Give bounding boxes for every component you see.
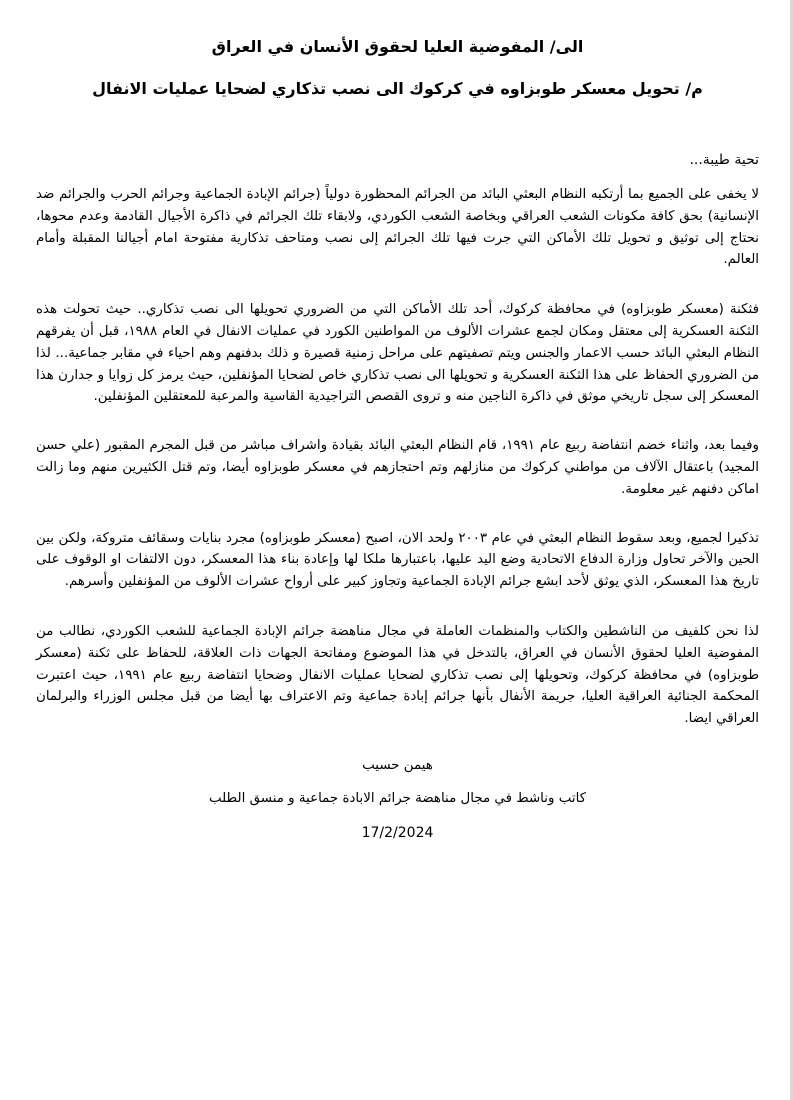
signature-name: هيمن حسيب xyxy=(362,757,433,773)
letter-greeting: تحية طيبة... xyxy=(689,152,759,168)
letter-addressee: الى/ المفوضية العليا لحقوق الأنسان في العراق xyxy=(211,37,584,56)
paragraph-request: لذا نحن كلفيف من الناشطين والكتاب والمنظمات العاملة في مجال مناهضة جرائم الإبادة الجماعية للشعب الكوردي، نطالب من المفوضية العليا لحقوق الأنسان في العراق، بالتدخل في هذا الموضوع ومفاتحة الجهات ذات العلاقة، للحفاظ على ثكنة (معسكر طوبزاوه) في محافظة كركوك، وتحويلها إلى نصب تذكاري لضحايا عمليات الانفال وضحايا انتفاضة ربيع عام ١٩٩١، حيث اعتبرت المحكمة الجنائية العراقية العليا، جريمة الأنفال بأنها جرائم إبادة جماعية وتم الاعتراف بها أيضا من قبل مجلس الوزراء والبرلمان العراقي ايضا. xyxy=(36,623,760,727)
signature-date: 17/2/2024 xyxy=(361,825,434,842)
paragraph-1991-uprising: وفيما بعد، واثناء خضم انتفاضة ربيع عام ١٩٩١، قام النظام البعثي البائد بقيادة واشراف مباشر من قبل المجرم المقبور (علي حسن المجيد) باعتقال الآلاف من مواطني كركوك من منازلهم وتم احتجازهم في معسكر طوبزاوه أيضا، وتم قتل الكثيرين منهم وما زالت اماكن دفنهم غير معلومة. xyxy=(36,438,759,497)
letter-subject: م/ تحويل معسكر طوبزاوه في كركوك الى نصب تذكاري لضحايا عمليات الانفال xyxy=(92,79,703,98)
letter-body xyxy=(36,34,759,857)
signature-title: كاتب وناشط في مجال مناهضة جرائم الابادة جماعية و منسق الطلب xyxy=(208,791,587,807)
paragraph-current-state: تذكيرا لجميع، وبعد سقوط النظام البعثي في عام ٢٠٠٣ ولحد الان، اصبح (معسكر طوبزاوه) مجرد بنايات وسقائف متروكة، ولكن بين الحين والآخر تحاول وزارة الدفاع الاتحادية وضع اليد عليها، باعتبارها ملكا لها وإعادة بناء هذا المعسكر، دون الالتفات او الوقوف على تاريخ هذا المعسكر، الذي يوثق لأحد ابشع جرائم الإبادة الجماعية وتجاوز كبير على أرواح عشرات الألوف من المؤنفلين وأسرهم. xyxy=(36,530,759,590)
paragraph-intro: لا يخفى على الجميع بما أرتكبه النظام البعثي البائد من الجرائم المحظورة دولياً (جرائم الإبادة الجماعية وجرائم الحرب والجرائم ضد الإنسانية) بحق كافة مكونات الشعب العراقي وبخاصة الشعب الكوردي، ولابقاء تلك الجرائم في ذاكرة الأجيال القادمة وعدم محوها، نحتاج إلى توثيق و تحويل تلك الأماكن التي جرت فيها تلك الجرائم إلى نصب ومتاحف تذكارية مفتوحة امام أجيالنا المقبلة وأمام العالم. xyxy=(36,187,759,268)
paragraph-camp-history: فثكنة (معسكر طوبزاوه) في محافظة كركوك، أحد تلك الأماكن التي من الضروري تحويلها الى نصب تذكاري.. حيث تحولت هذه الثكنة العسكرية إلى معتقل ومكان لجمع عشرات الألوف من المواطنين الكورد في عمليات الانفال في العام ١٩٨٨، قبل أن يفرقهم النظام البعثي البائد حسب الاعمار والجنس ويتم تصفيتهم على مراحل زمنية قصيرة و ذلك بدفنهم وهم احياء في مقابر جماعية... لذا من الضروري الحفاظ على هذا الثكنة العسكرية و تحويلها الى نصب تذكاري خاص لضحايا المؤنفلين، حيث يرمز كل زوايا و جدارن هذا المعسكر إلى سجل تاريخي موثق في ذاكرة الناجين منه و تروى القصص التراجيدية القاسية والمرعبة للمعتقلين المؤنفلين. xyxy=(36,302,760,405)
